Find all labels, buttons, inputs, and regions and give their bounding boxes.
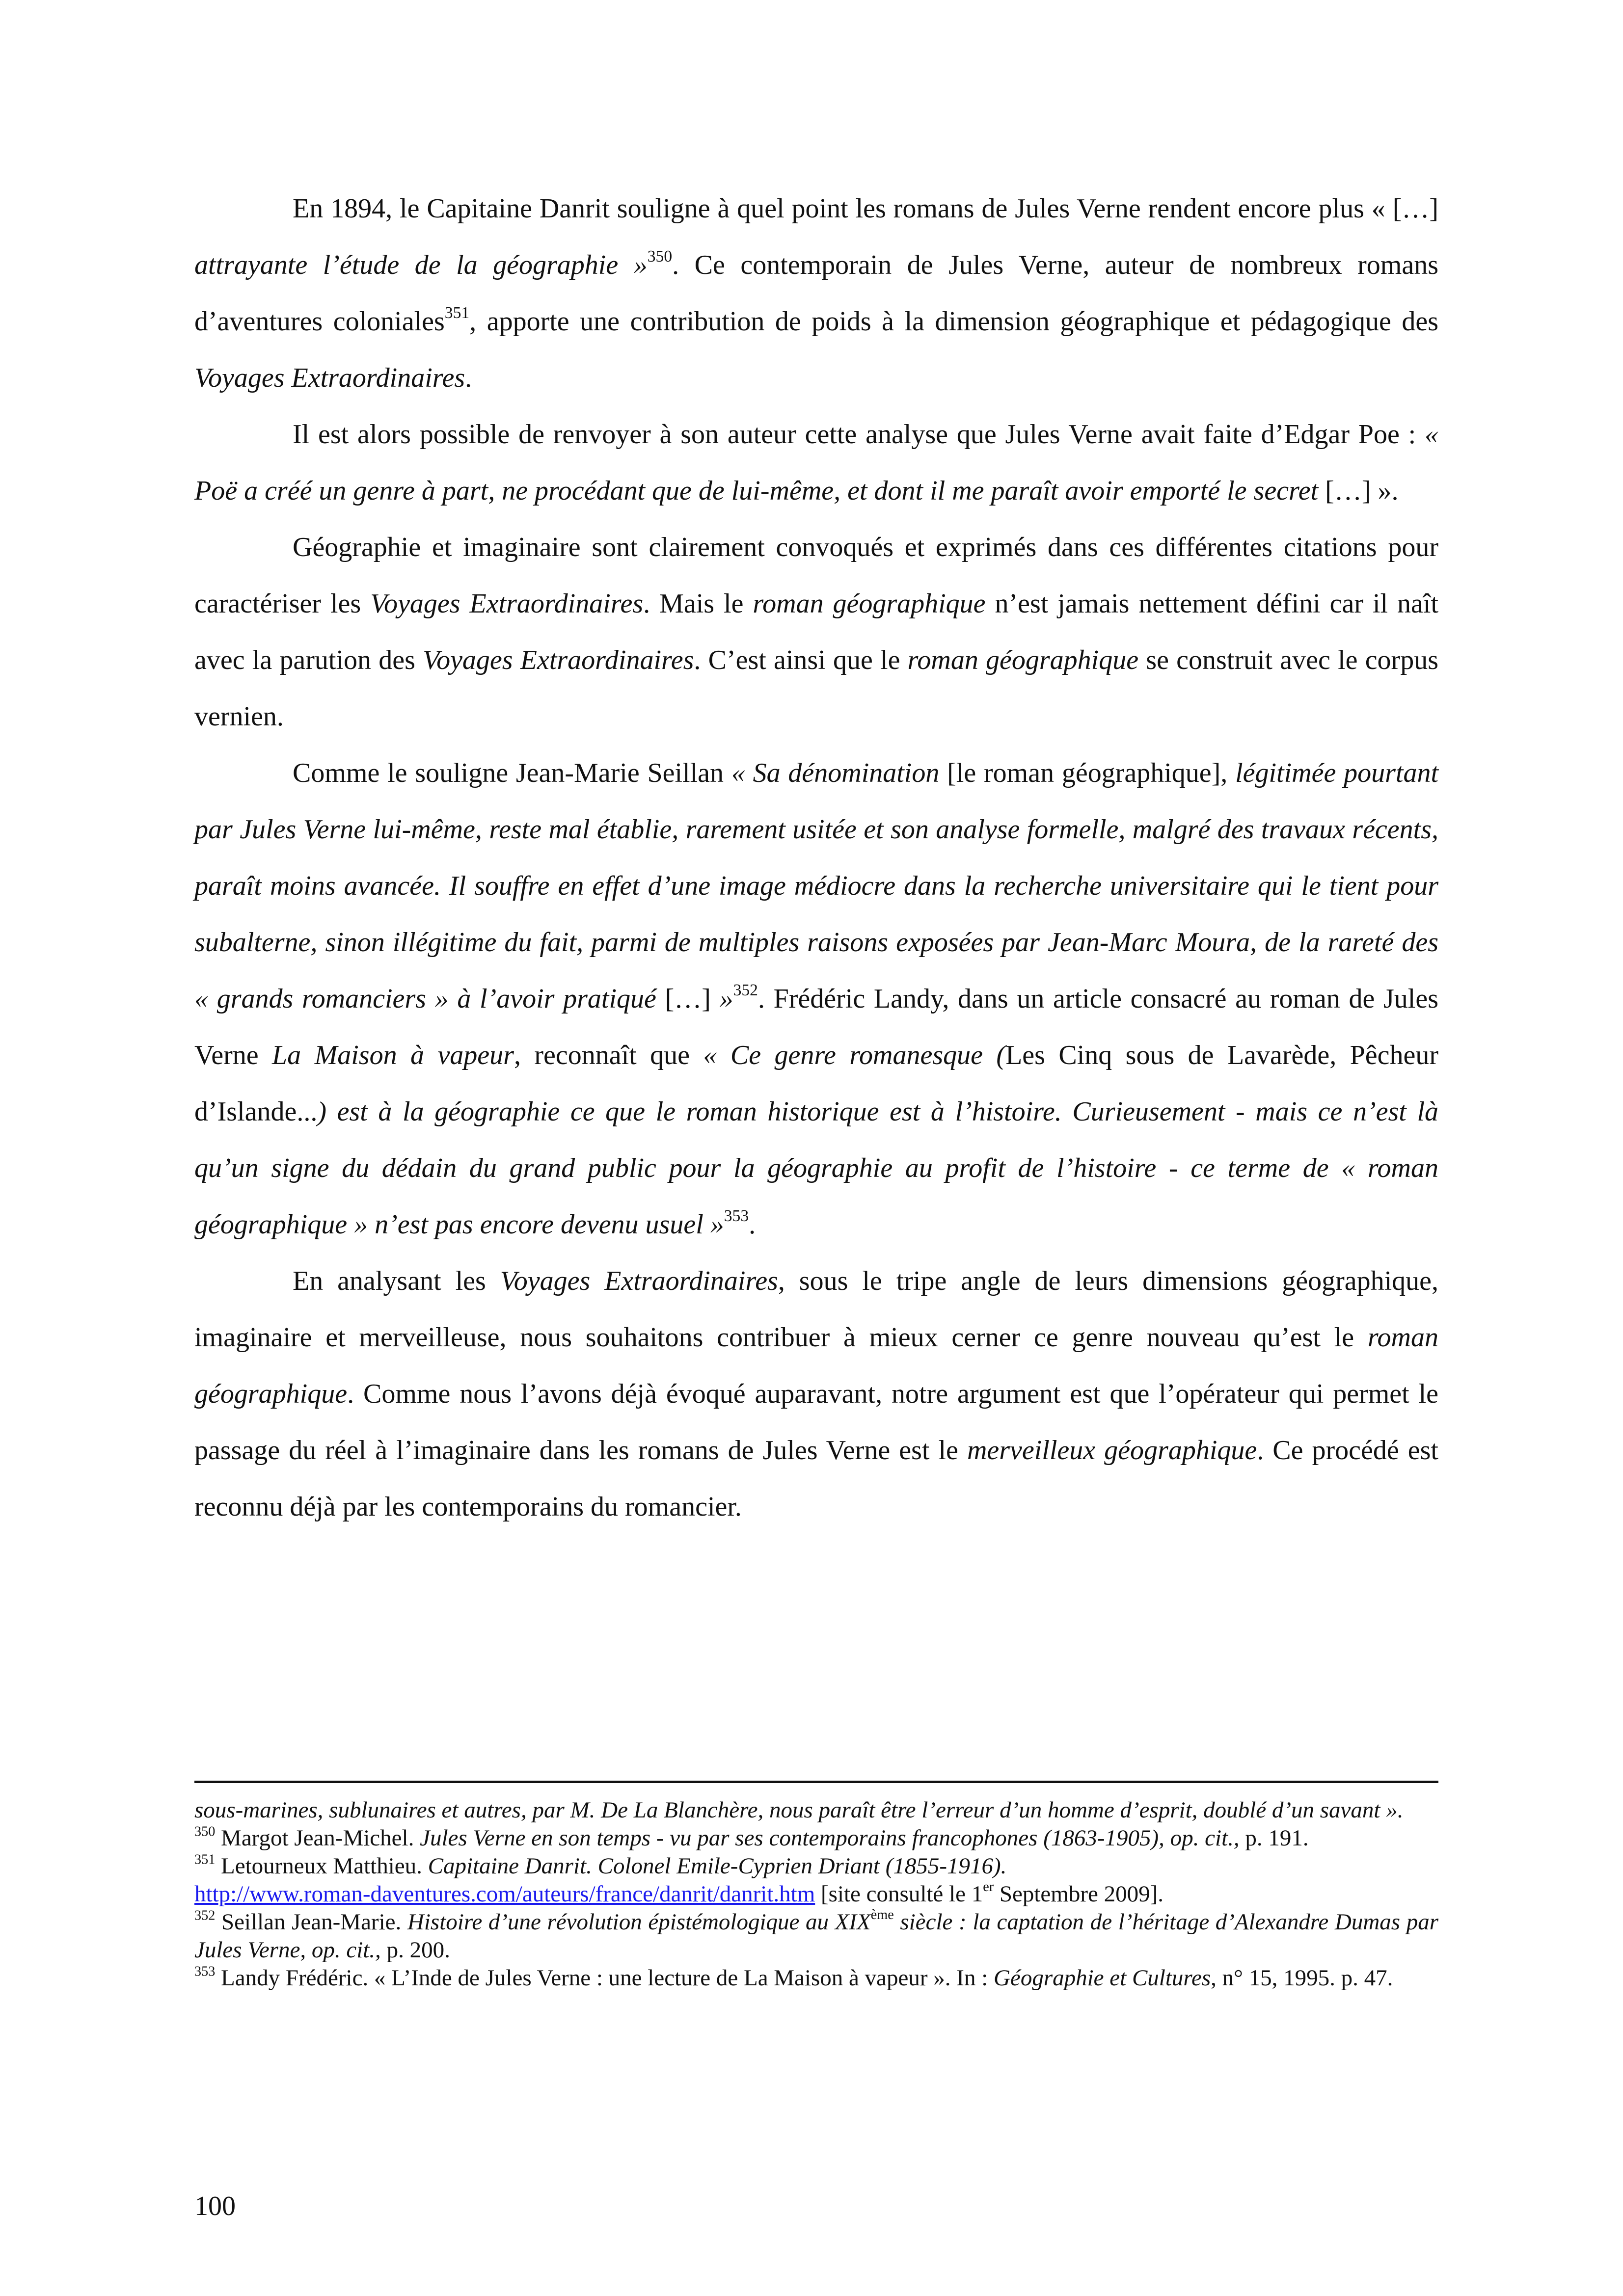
title: Géographie et Cultures	[994, 1965, 1211, 1991]
text: . Ce contemporain de Jules Verne, auteur de nombreux romans d’aventures coloniales	[194, 250, 1438, 337]
paragraph-1	[194, 181, 1438, 406]
quote: »	[719, 984, 733, 1014]
term: roman géographique	[194, 1322, 1438, 1409]
footnote-350	[194, 1824, 1438, 1852]
text: , n° 15, 1995. p. 47.	[1211, 1965, 1393, 1991]
quote: attrayante l’étude de la géographie »	[194, 250, 648, 280]
footnote-ref-352[interactable]: 352	[733, 981, 758, 999]
footnote-ref-351[interactable]: 351	[444, 303, 470, 322]
term: roman géographique	[907, 645, 1139, 675]
text: . Frédéric Landy, dans un article consacré au roman de Jules Verne	[194, 984, 1438, 1070]
footnote-351	[194, 1852, 1438, 1908]
title: Voyages Extraordinaires	[500, 1266, 778, 1296]
text: En analysant les	[293, 1266, 500, 1296]
text: Landy Frédéric. « L’Inde de Jules Verne : une lecture de La Maison à vapeur ». In :	[215, 1965, 994, 1991]
paragraph-5	[194, 1253, 1438, 1535]
text: se construit avec le corpus vernien.	[194, 645, 1438, 732]
paragraph-4	[194, 745, 1438, 1253]
title: La Maison à vapeur	[272, 1040, 514, 1070]
quote: « Poë a créé un genre à part, ne procédant que de lui-même, et dont il me paraît avoir emporté le secret	[194, 419, 1438, 506]
footnote-number: 353	[194, 1964, 216, 1979]
ordinal: ème	[870, 1907, 894, 1922]
text: [le roman géographique],	[947, 758, 1236, 788]
text: .	[749, 1209, 756, 1240]
text: Letourneux Matthieu.	[215, 1853, 428, 1879]
text: p. 191.	[1239, 1825, 1309, 1851]
text: Seillan Jean-Marie.	[215, 1909, 407, 1935]
paragraph-3	[194, 519, 1438, 745]
body-text	[194, 181, 1438, 1535]
text: . Comme nous l’avons déjà évoqué auparavant, notre argument est que l’opérateur qui permet le passage du réel à l’imaginaire dans les romans de Jules Verne est le	[194, 1379, 1438, 1466]
text: , sous le tripe angle de leurs dimensions géographique, imaginaire et merveilleuse, nous souhaitons contribuer à mieux cerner ce genre nouveau qu’est le	[194, 1266, 1438, 1353]
quote: ) est à la géographie ce que le roman historique est à l’histoire. Curieusement - mais ce n’est là qu’un signe du dédain du grand public pour la géographie au profit de l’histoire - ce terme de « roman géographique » n’est pas encore devenu usuel »	[194, 1096, 1438, 1240]
text: . C’est ainsi que le	[694, 645, 908, 675]
text: Septembre 2009].	[994, 1881, 1164, 1907]
text: . Mais le	[643, 588, 753, 619]
title: siècle : la captation de l’héritage d’Alexandre Dumas par Jules Verne, op. cit.,	[194, 1909, 1439, 1963]
text: , reconnaît que	[514, 1040, 703, 1070]
title: Voyages Extraordinaires	[370, 588, 644, 619]
footnote-353	[194, 1964, 1438, 1992]
footnote-number: 350	[194, 1824, 216, 1840]
text: . Ce procédé est reconnu déjà par les contemporains du romancier.	[194, 1435, 1438, 1522]
quote: légitimée pourtant par Jules Verne lui-même, reste mal établie, rarement usitée et son analyse formelle, malgré des travaux récents, paraît moins avancée. Il souffre en effet d’une image médiocre dans la recherche universitaire qui le tient pour subalterne, sinon illégitime du fait, parmi de multiples raisons exposées par Jean-Marc Moura, de la rareté des « grands romanciers » à l’avoir pratiqué	[194, 758, 1438, 1014]
text: n’est jamais nettement défini car il naît avec la parution des	[194, 588, 1438, 675]
footnote-number: 351	[194, 1852, 216, 1868]
footnote-ref-353[interactable]: 353	[724, 1206, 749, 1225]
ordinal: er	[983, 1879, 994, 1895]
title: Jules Verne en son temps - vu par ses contemporains francophones (1863-1905), op. cit.,	[420, 1825, 1240, 1851]
text: Les Cinq sous de Lavarède, Pêcheur d’Islande...	[194, 1040, 1439, 1127]
footnote-352	[194, 1908, 1438, 1964]
paragraph-2	[194, 406, 1438, 519]
term: merveilleux géographique	[967, 1435, 1257, 1466]
text: […]	[665, 984, 720, 1014]
quote: « Ce genre romanesque (	[703, 1040, 1006, 1070]
text: , apporte une contribution de poids à la dimension géographique et pédagogique des	[469, 306, 1438, 337]
quote: « Sa dénomination	[731, 758, 947, 788]
text: [site consulté le 1	[815, 1881, 983, 1907]
title: Histoire d’une révolution épistémologique au XIX	[407, 1909, 871, 1935]
text: En 1894, le Capitaine Danrit souligne à quel point les romans de Jules Verne rendent encore plus « […]	[293, 193, 1438, 224]
text: p. 200.	[380, 1937, 450, 1963]
text: […] ».	[1325, 476, 1399, 506]
footnote-ref-350[interactable]: 350	[647, 247, 673, 266]
text: Comme le souligne Jean-Marie Seillan	[293, 758, 731, 788]
title: Capitaine Danrit. Colonel Emile-Cyprien Driant (1855-1916).	[428, 1853, 1007, 1879]
footnote-separator	[194, 1781, 1438, 1783]
text: Margot Jean-Michel.	[215, 1825, 420, 1851]
footnote-continuation: sous-marines, sublunaires et autres, par M. De La Blanchère, nous paraît être l’erreur d’un homme d’esprit, doublé d’un savant ».	[194, 1797, 1404, 1823]
text: Il est alors possible de renvoyer à son auteur cette analyse que Jules Verne avait faite d’Edgar Poe :	[293, 419, 1425, 450]
footnotes	[194, 1796, 1438, 1992]
source-link[interactable]: http://www.roman-daventures.com/auteurs/france/danrit/danrit.htm	[194, 1881, 815, 1907]
text: Géographie et imaginaire sont clairement convoqués et exprimés dans ces différentes citations pour caractériser les	[194, 532, 1438, 619]
text: .	[465, 363, 472, 393]
title: Voyages Extraordinaires	[194, 363, 465, 393]
page-number: 100	[194, 2191, 236, 2221]
term: roman géographique	[753, 588, 986, 619]
title: Voyages Extraordinaires	[423, 645, 694, 675]
footnote-number: 352	[194, 1908, 216, 1923]
